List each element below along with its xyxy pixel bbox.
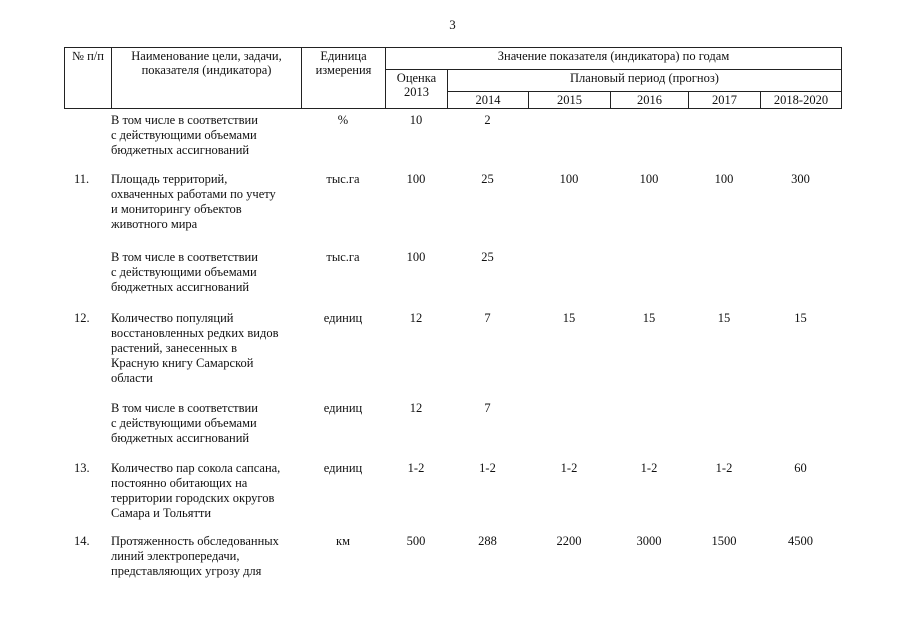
header-year: 2015 xyxy=(529,92,611,109)
row-estimate: 12 xyxy=(409,311,423,325)
row-value: 7 xyxy=(484,401,491,415)
row-name: Площадь территорий, охваченных работами по учету и мониторингу объектов животного мира xyxy=(111,172,276,231)
row-number: 14. xyxy=(74,534,90,548)
row-value: 300 xyxy=(791,172,810,186)
row-unit: единиц xyxy=(323,461,363,475)
row-value: 25 xyxy=(481,172,494,186)
row-name: Протяженность обследованных линий электропередачи, представляющих угрозу для xyxy=(111,534,279,578)
row-value: 15 xyxy=(717,311,731,325)
row-estimate: 12 xyxy=(409,401,423,415)
row-value: 7 xyxy=(484,311,491,325)
row-value: 1-2 xyxy=(560,461,578,475)
row-value: 1500 xyxy=(711,534,737,548)
row-estimate: 100 xyxy=(406,250,426,264)
row-unit: тыс.га xyxy=(326,172,360,186)
row-unit: единиц xyxy=(323,401,363,415)
table-row xyxy=(64,401,841,461)
row-value: 2 xyxy=(484,113,491,127)
row-name: В том числе в соответствии с действующими объемами бюджетных ассигнований xyxy=(111,113,258,157)
header-year: 2018-2020 xyxy=(761,92,842,109)
row-value: 1-2 xyxy=(640,461,658,475)
row-number: 13. xyxy=(74,461,90,475)
table-row xyxy=(64,461,841,534)
row-estimate: 1-2 xyxy=(407,461,425,475)
table-row xyxy=(64,172,841,250)
row-number: 11. xyxy=(74,172,90,186)
table-row xyxy=(64,311,841,401)
row-estimate: 500 xyxy=(406,534,426,548)
table-row xyxy=(64,534,841,584)
row-value: 100 xyxy=(714,172,734,186)
row-value: 1-2 xyxy=(479,461,496,475)
row-value: 3000 xyxy=(636,534,662,548)
row-number: 12. xyxy=(74,311,90,325)
header-values-by-year: Значение показателя (индикатора) по годам xyxy=(386,48,842,70)
row-unit: единиц xyxy=(323,311,363,325)
header-plan-period: Плановый период (прогноз) xyxy=(448,70,842,92)
table-row xyxy=(64,113,841,172)
table-row xyxy=(64,250,841,311)
row-value: 25 xyxy=(481,250,494,264)
row-estimate: 100 xyxy=(406,172,426,186)
row-name: В том числе в соответствии с действующими объемами бюджетных ассигнований xyxy=(111,250,258,294)
row-value: 15 xyxy=(794,311,807,325)
row-estimate: 10 xyxy=(409,113,423,127)
row-value: 15 xyxy=(642,311,656,325)
row-value: 15 xyxy=(562,311,576,325)
row-unit: % xyxy=(337,113,349,127)
row-value: 2200 xyxy=(556,534,582,548)
row-value: 1-2 xyxy=(715,461,733,475)
row-name: Количество популяций восстановленных редких видов растений, занесенных в Красную книгу Самарской области xyxy=(111,311,279,385)
header-unit: Единица измерения xyxy=(302,48,386,109)
page-number: 3 xyxy=(449,17,456,32)
header-estimate: Оценка 2013 xyxy=(386,70,448,109)
header-name: Наименование цели, задачи, показателя (индикатора) xyxy=(112,48,302,109)
row-value: 100 xyxy=(639,172,659,186)
header-num: № п/п xyxy=(65,48,112,109)
row-value: 60 xyxy=(794,461,807,475)
row-unit: тыс.га xyxy=(326,250,360,264)
row-name: Количество пар сокола сапсана, постоянно обитающих на территории городских округов Самара и Тольятти xyxy=(111,461,281,520)
row-value: 100 xyxy=(559,172,579,186)
header-year: 2014 xyxy=(448,92,529,109)
header-year: 2016 xyxy=(611,92,689,109)
row-value: 4500 xyxy=(788,534,813,548)
table-header xyxy=(64,47,842,109)
row-value: 288 xyxy=(478,534,497,548)
table-body xyxy=(64,113,841,584)
header-year: 2017 xyxy=(689,92,761,109)
row-unit: км xyxy=(336,534,350,548)
row-name: В том числе в соответствии с действующими объемами бюджетных ассигнований xyxy=(111,401,258,445)
